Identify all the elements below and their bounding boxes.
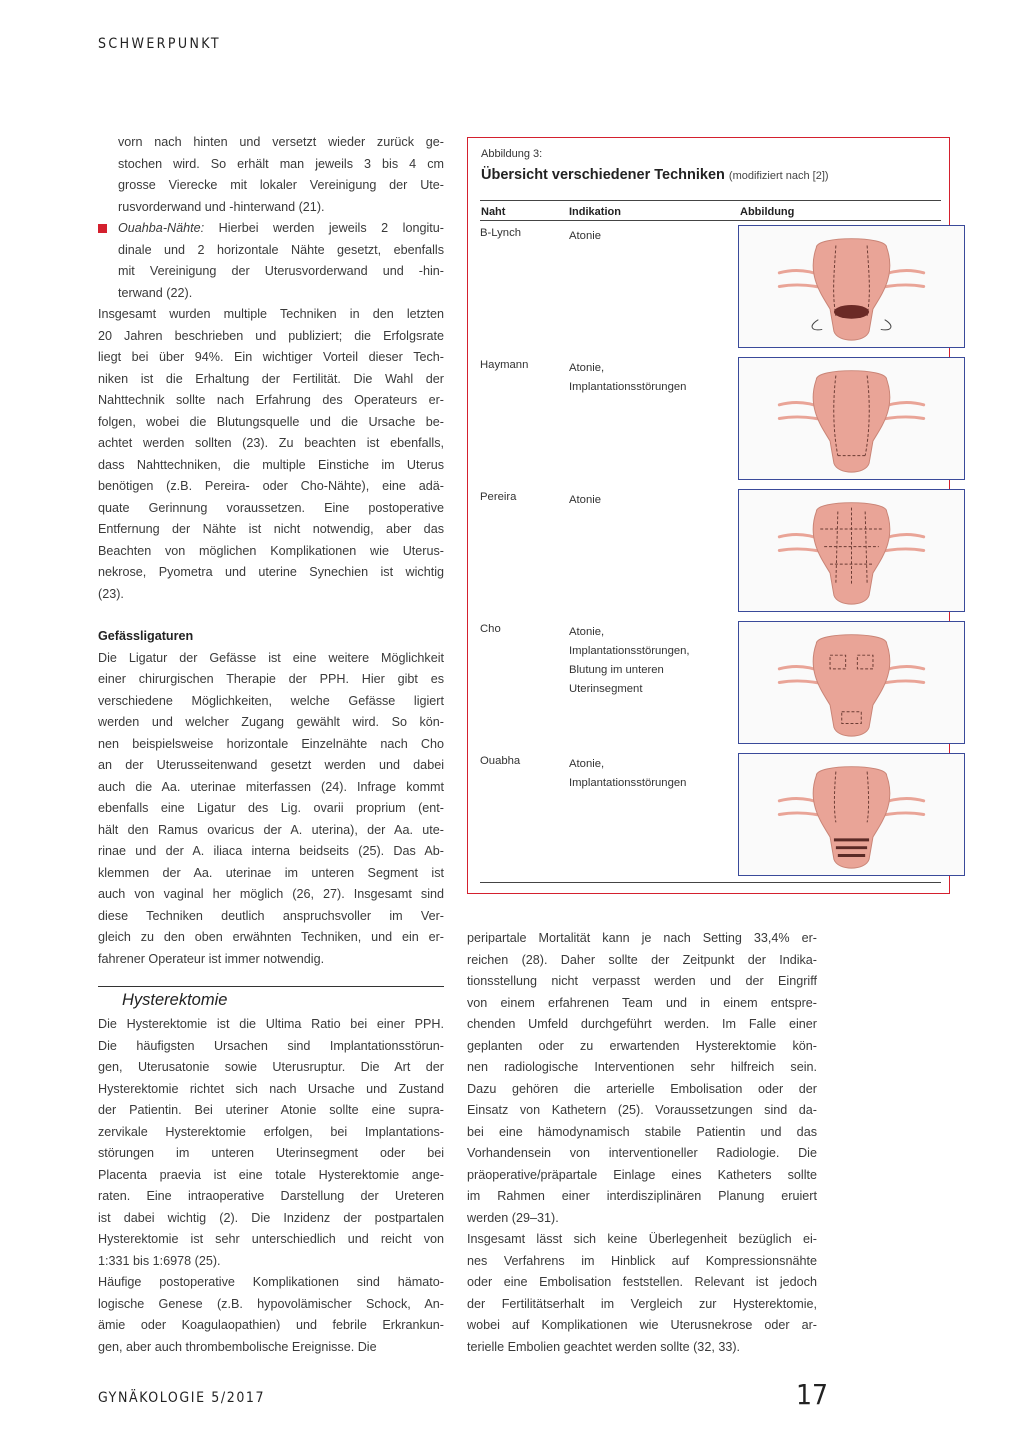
header-rule [480,220,941,221]
text-line: Dazu gehören die arterielle Embolisation oder der [467,1081,817,1096]
text-line: Insgesamt lässt sich keine Überlegenheit bezüglich ei- [467,1232,817,1246]
column-header-indikation: Indikation [569,206,621,218]
text-line: nekrose, Pyometra und uterine Synechien ist wichtig [98,565,444,579]
paragraph [98,1014,444,1272]
text-line: Placenta praevia ist eine totale Hysterektomie ange- [98,1167,444,1182]
text-line: achtet werden sollten (23). Zu beachten ist ebenfalls, [98,436,444,450]
text-line: diese Techniken deutlich anspruchsvoller im Ver- [98,908,444,923]
figure-box [467,137,950,894]
text-line: präoperative/präpartale Einlage eines Katheters sollte [467,1167,817,1182]
text-line: dass Nahttechniken, die multiple Einstiche im Uterus [98,457,444,472]
indikation-line: Atonie, [569,626,605,638]
figure-top-rule [480,200,941,201]
text-line: gen, aber auch thrombembolische Ereignisse. Die [98,1339,377,1354]
text-line: nen radiologische Interventionen sehr hilfreich sein. [467,1060,817,1074]
text-line: Beachten von möglichen Komplikationen wie Uterus- [98,543,444,558]
text-line: reichen (28). Daher sollte der Zeitpunkt der Indika- [467,952,817,967]
red-square-bullet-icon [98,224,107,233]
indikation-line: Blutung im unteren [569,664,664,676]
figure-title-text: Übersicht verschiedener Techniken [481,167,725,183]
text-line: der Fertilitätserhalt im Vergleich zur Hysterektomie, [467,1296,817,1311]
text-line: im Rahmen einer interdisziplinären Planung eruiert [467,1189,817,1203]
text-line: wobei auf Komplikationen wie Uterusnekrose oder ar- [467,1318,817,1332]
paragraph [467,928,817,1229]
bullet-text: Hierbei werden jeweils 2 longitu- [204,221,444,235]
text-line: verschiedene Möglichkeiten, welche Gefässe ligiert [98,693,444,708]
table-row [480,751,941,883]
text-line: auch die Aa. uterinae miterfassen (24). Infrage kommt [98,779,444,794]
text-line: Nahttechnik sollte nach Erfahrung des Operateurs er- [98,393,444,407]
continued-list-item [98,132,444,218]
text-line: hält den Ramus ovaricus der A. uterina), der Aa. ute- [98,822,444,837]
paragraph [98,1272,444,1358]
cell-naht: B-Lynch [480,227,522,239]
text-line: folgen, wobei die Blutungsquelle und die Ursache be- [98,414,444,429]
text-line: raten. Eine intraoperative Darstellung der Ureteren [98,1189,444,1203]
indikation-line: Atonie, [569,758,605,770]
text-line: werden (29–31). [467,1210,559,1225]
cell-naht: Pereira [480,491,517,503]
text-line: quate Gerinnung voraussetzen. Eine postoperative [98,500,444,515]
cell-indikation [569,227,739,246]
figure-label: Abbildung 3: [481,148,543,160]
text-line: terielle Embolien geachtet werden sollte (32, 33). [467,1339,741,1354]
table-row [480,223,941,355]
column-header-naht: Naht [481,206,506,218]
table-row [480,487,941,619]
text-line: geplanten oder zu erwartenden Hysterektomie kön- [467,1038,817,1053]
text-line: peripartale Mortalität kann je nach Setting 33,4% er- [467,931,817,945]
cell-indikation [569,623,739,699]
text-line: Die Hysterektomie ist die Ultima Ratio bei einer PPH. [98,1017,444,1031]
text-line: Entfernung der Nähte ist nicht notwendig, aber das [98,522,444,536]
text-line: klemmen der Aa. uterinae im unteren Segment ist [98,865,444,880]
table-row [480,355,941,487]
page-number: 17 [796,1378,829,1411]
text-line: 20 Jahren beschrieben und publiziert; die Erfolgsrate [98,328,444,343]
text-line: ist dabei wichtig (2). Die Inzidenz der postpartalen [98,1210,444,1225]
paragraph [98,648,444,971]
bullet-term: Ouahba-Nähte: [118,221,205,235]
journal-footer: GYNÄKOLOGIE 5/2017 [98,1390,266,1406]
text-line: bei eine hämodynamisch stabile Patientin und das [467,1124,817,1139]
cell-indikation [569,491,739,510]
text-line: nen beispielsweise horizontale Einzelnähte nach Cho [98,736,444,751]
text-line: grosse Vierecke mit lokaler Vereinigung der Ute- [118,178,444,192]
indikation-line: Atonie [569,494,602,506]
text-line: tionsstellung nicht verpasst werden und der Eingriff [467,974,817,988]
indikation-line: Atonie [569,230,602,242]
text-line: terwand (22). [118,285,193,300]
subheading-gefaessligaturen: Gefässligaturen [98,629,194,643]
indikation-line: Atonie, [569,362,605,374]
text-line: einer chirurgischen Therapie der PPH. Hier gibt es [98,672,444,686]
paragraph [467,1229,817,1358]
text-line: rinae und der A. iliaca interna beidseits (25). Das Ab- [98,844,444,858]
indikation-line: Uterinsegment [569,683,643,695]
text-line: der Patientin. Bei uteriner Atonie sollte eine supra- [98,1103,444,1117]
text-line: ebenfalls eine Ligatur des Lig. ovarii proprium (ent- [98,801,444,815]
text-line: liegt bei über 94%. Ein wichtiger Vorteil dieser Tech- [98,350,444,364]
text-line: niken ist die Erhaltung der Fertilität. Die Wahl der [98,371,444,386]
section-header: SCHWERPUNKT [98,36,221,52]
text-line: Insgesamt wurden multiple Techniken in den letzten [98,307,444,321]
text-line: mit Vereinigung der Uterusvorderwand und -hin- [118,264,444,278]
text-line: nes Verfahrens im Hinblick auf Kompressionsnähte [467,1253,817,1268]
text-line [118,218,444,240]
figure-title-note: (modifiziert nach [2]) [728,170,829,182]
text-line: chenden Umfeld durchgeführt werden. Im Falle einer [467,1017,817,1031]
text-line: benötigen (z.B. Pereira- oder Cho-Nähte), eine adä- [98,479,444,493]
text-line: Die häufigsten Ursachen sind Implantationsstörun- [98,1038,444,1053]
cell-naht: Ouabha [480,755,521,767]
text-line: vorn nach hinten und versetzt wieder zurück ge- [118,135,444,149]
b-lynch-suture-illustration [738,225,965,348]
text-line: an der Uterusseitenwand gesetzt werden und dabei [98,758,444,772]
text-line: Hysterektomie ist sehr unterschiedlich und reicht von [98,1232,444,1246]
cell-naht: Haymann [480,359,529,371]
cho-suture-illustration [738,621,965,744]
ouahba-suture-illustration [738,753,965,876]
left-column [98,132,444,970]
text-line: auch von vaginal her möglich (26, 27). Insgesamt sind [98,887,444,901]
column-header-abbildung: Abbildung [740,206,795,218]
indikation-line: Implantationsstörungen [569,777,687,789]
text-line: (23). [98,586,124,601]
text-line: ämie oder Koagulaopathien) und febrile Erkrankun- [98,1318,444,1332]
figure-bottom-rule [480,882,941,883]
text-line: stochen wird. So erhält man jeweils 3 bis 4 cm [118,156,444,171]
left-column-lower [98,1014,444,1358]
cell-indikation [569,755,739,793]
text-line: Die Ligatur der Gefässe ist eine weitere Möglichkeit [98,650,444,665]
bullet-list-item [98,218,444,304]
text-line: oder eine Embolisation feststellen. Relevant ist jedoch [467,1275,817,1289]
text-line: gleich zu den oben erwähnten Techniken, und ein er- [98,930,444,944]
text-line: gen, Uterusatonie sowie Uterusruptur. Die Art der [98,1060,444,1074]
text-line: Einsatz von Kathetern (25). Voraussetzungen sind da- [467,1103,817,1117]
text-line: dinale und 2 horizontale Nähte gesetzt, ebenfalls [118,242,444,257]
table-row [480,619,941,751]
text-line: fahrener Operateur ist immer notwendig. [98,951,325,966]
haymann-suture-illustration [738,357,965,480]
section-title: Hysterektomie [122,991,228,1009]
figure-title [481,167,829,183]
text-line: rusvorderwand und -hinterwand (21). [118,199,325,214]
paragraph [98,304,444,605]
text-line: störungen im unteren Uterinsegment oder bei [98,1146,444,1160]
cell-naht: Cho [480,623,501,635]
text-line: zervikale Hysterektomie erfolgen, bei Implantations- [98,1124,444,1139]
indikation-line: Implantationsstörungen, [569,645,690,657]
section-heading-hysterektomie [98,986,444,1010]
pereira-suture-illustration [738,489,965,612]
indikation-line: Implantationsstörungen [569,381,687,393]
right-column [467,928,817,1358]
text-line: Vorhandensein von interventioneller Radiologie. Die [467,1146,817,1160]
text-line: Hysterektomie richtet sich nach Ursache und Zustand [98,1081,444,1096]
cell-indikation [569,359,739,397]
text-line: 1:331 bis 1:6978 (25). [98,1253,221,1268]
text-line: von einem erfahrenen Team und in einem entspre- [467,995,817,1010]
text-line: Häufige postoperative Komplikationen sind hämato- [98,1275,444,1289]
text-line: logische Genese (z.B. hypovolämischer Schock, An- [98,1296,444,1311]
text-line: werden und welcher Zugang gewählt wird. So kön- [98,715,444,729]
